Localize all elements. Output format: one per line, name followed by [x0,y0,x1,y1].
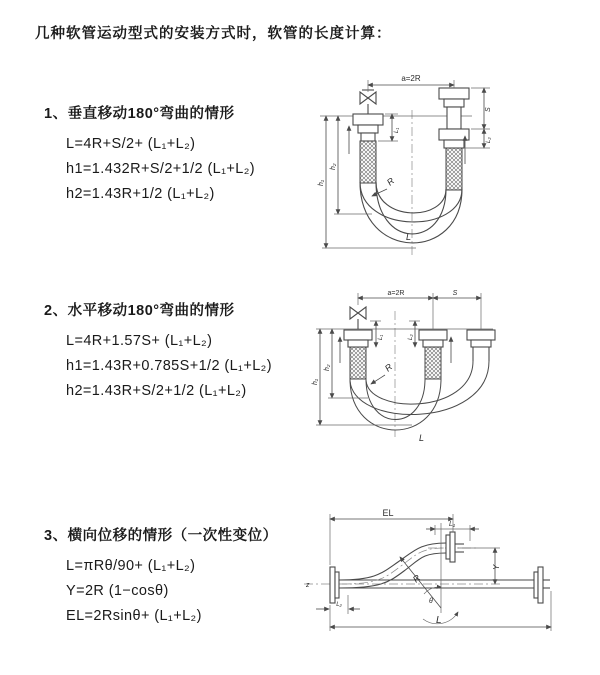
displaced-hose [339,543,446,588]
right-riser-fitting [439,88,469,190]
middle-riser-fitting [419,330,447,379]
section-vertical-180 [44,102,324,207]
dim-label-y: Y [492,564,501,570]
dim-label-l1: L₁ [394,127,400,133]
dim-label-s: S [485,107,492,112]
dim-label-s: S [452,290,458,297]
dimension-el [330,508,453,565]
section-1-heading: 1、垂直移动180°弯曲的情形 [44,106,235,122]
dim-label-el: EL [382,508,394,518]
dim-label-l2: L₂ [336,602,342,608]
dim-label-h1: h₁ [318,179,325,186]
radius-label: R [382,361,395,374]
formula-line: L=4R+1.57S+ (L₁+L₂) [66,333,213,349]
dimension-s [433,290,481,298]
formula-line: L=πRθ/90+ (L₁+L₂) [66,558,196,574]
section-2-heading: 2、水平移动180°弯曲的情形 [44,303,235,319]
right-riser-fitting [467,330,495,361]
dimension-l [330,591,551,631]
length-label: L [406,232,412,242]
dimension-y [458,548,501,584]
left-riser-fitting [353,114,383,183]
valve-icon [350,307,366,329]
section-lateral-displacement [44,524,324,629]
formula-line: h2=1.43R+1/2 (L₁+L₂) [66,186,215,202]
formula-line: h2=1.43R+S/2+1/2 (L₁+L₂) [66,383,247,399]
left-flange [330,567,339,603]
right-flange [534,567,550,603]
length-label: L [419,433,425,443]
dim-label-h2: h₂ [330,163,337,170]
dim-label-h2: h₂ [324,364,331,371]
section-3-heading: 3、横向位移的情形（一次性变位） [44,528,278,544]
hose-u-bends [350,361,489,430]
dim-label-a2r: a=2R [387,290,405,297]
upper-right-flange [446,532,464,562]
theta-label: θ [429,598,433,605]
dim-label-l2: L₂ [486,137,492,143]
valve-icon [360,90,376,114]
dimension-a-2r [358,290,481,329]
length-label: L [436,615,442,626]
dim-label-l2: L₂ [408,334,414,340]
dimension-l2 [408,321,420,347]
dim-label-l1: L₁ [378,334,384,340]
dimension-s [471,88,492,129]
diagram-horizontal-180 [308,285,598,450]
radius-callout [371,361,395,384]
formula-line: EL=2Rsinθ+ (L₁+L₂) [66,608,202,624]
formula-line: Y=2R (1−cosθ) [66,583,169,599]
formula-line: h1=1.43R+0.785S+1/2 (L₁+L₂) [66,358,272,374]
centerline-z-label: z [306,582,310,589]
radius-label: R [384,175,397,188]
diagram-lateral-displacement [296,503,598,645]
section-horizontal-180 [44,299,324,404]
formula-line: h1=1.432R+S/2+1/2 (L₁+L₂) [66,161,256,177]
diagram-vertical-180 [308,66,598,266]
page-title: 几种软管运动型式的安装方式时，软管的长度计算： [35,26,392,42]
dim-label-h1: h₁ [312,378,319,385]
dim-label-l1: L₁ [448,521,456,528]
formula-line: L=4R+S/2+ (L₁+L₂) [66,136,196,152]
left-riser-fitting [344,330,372,379]
dim-label-a2r: a=2R [401,74,421,83]
radius-label: R [410,572,423,585]
